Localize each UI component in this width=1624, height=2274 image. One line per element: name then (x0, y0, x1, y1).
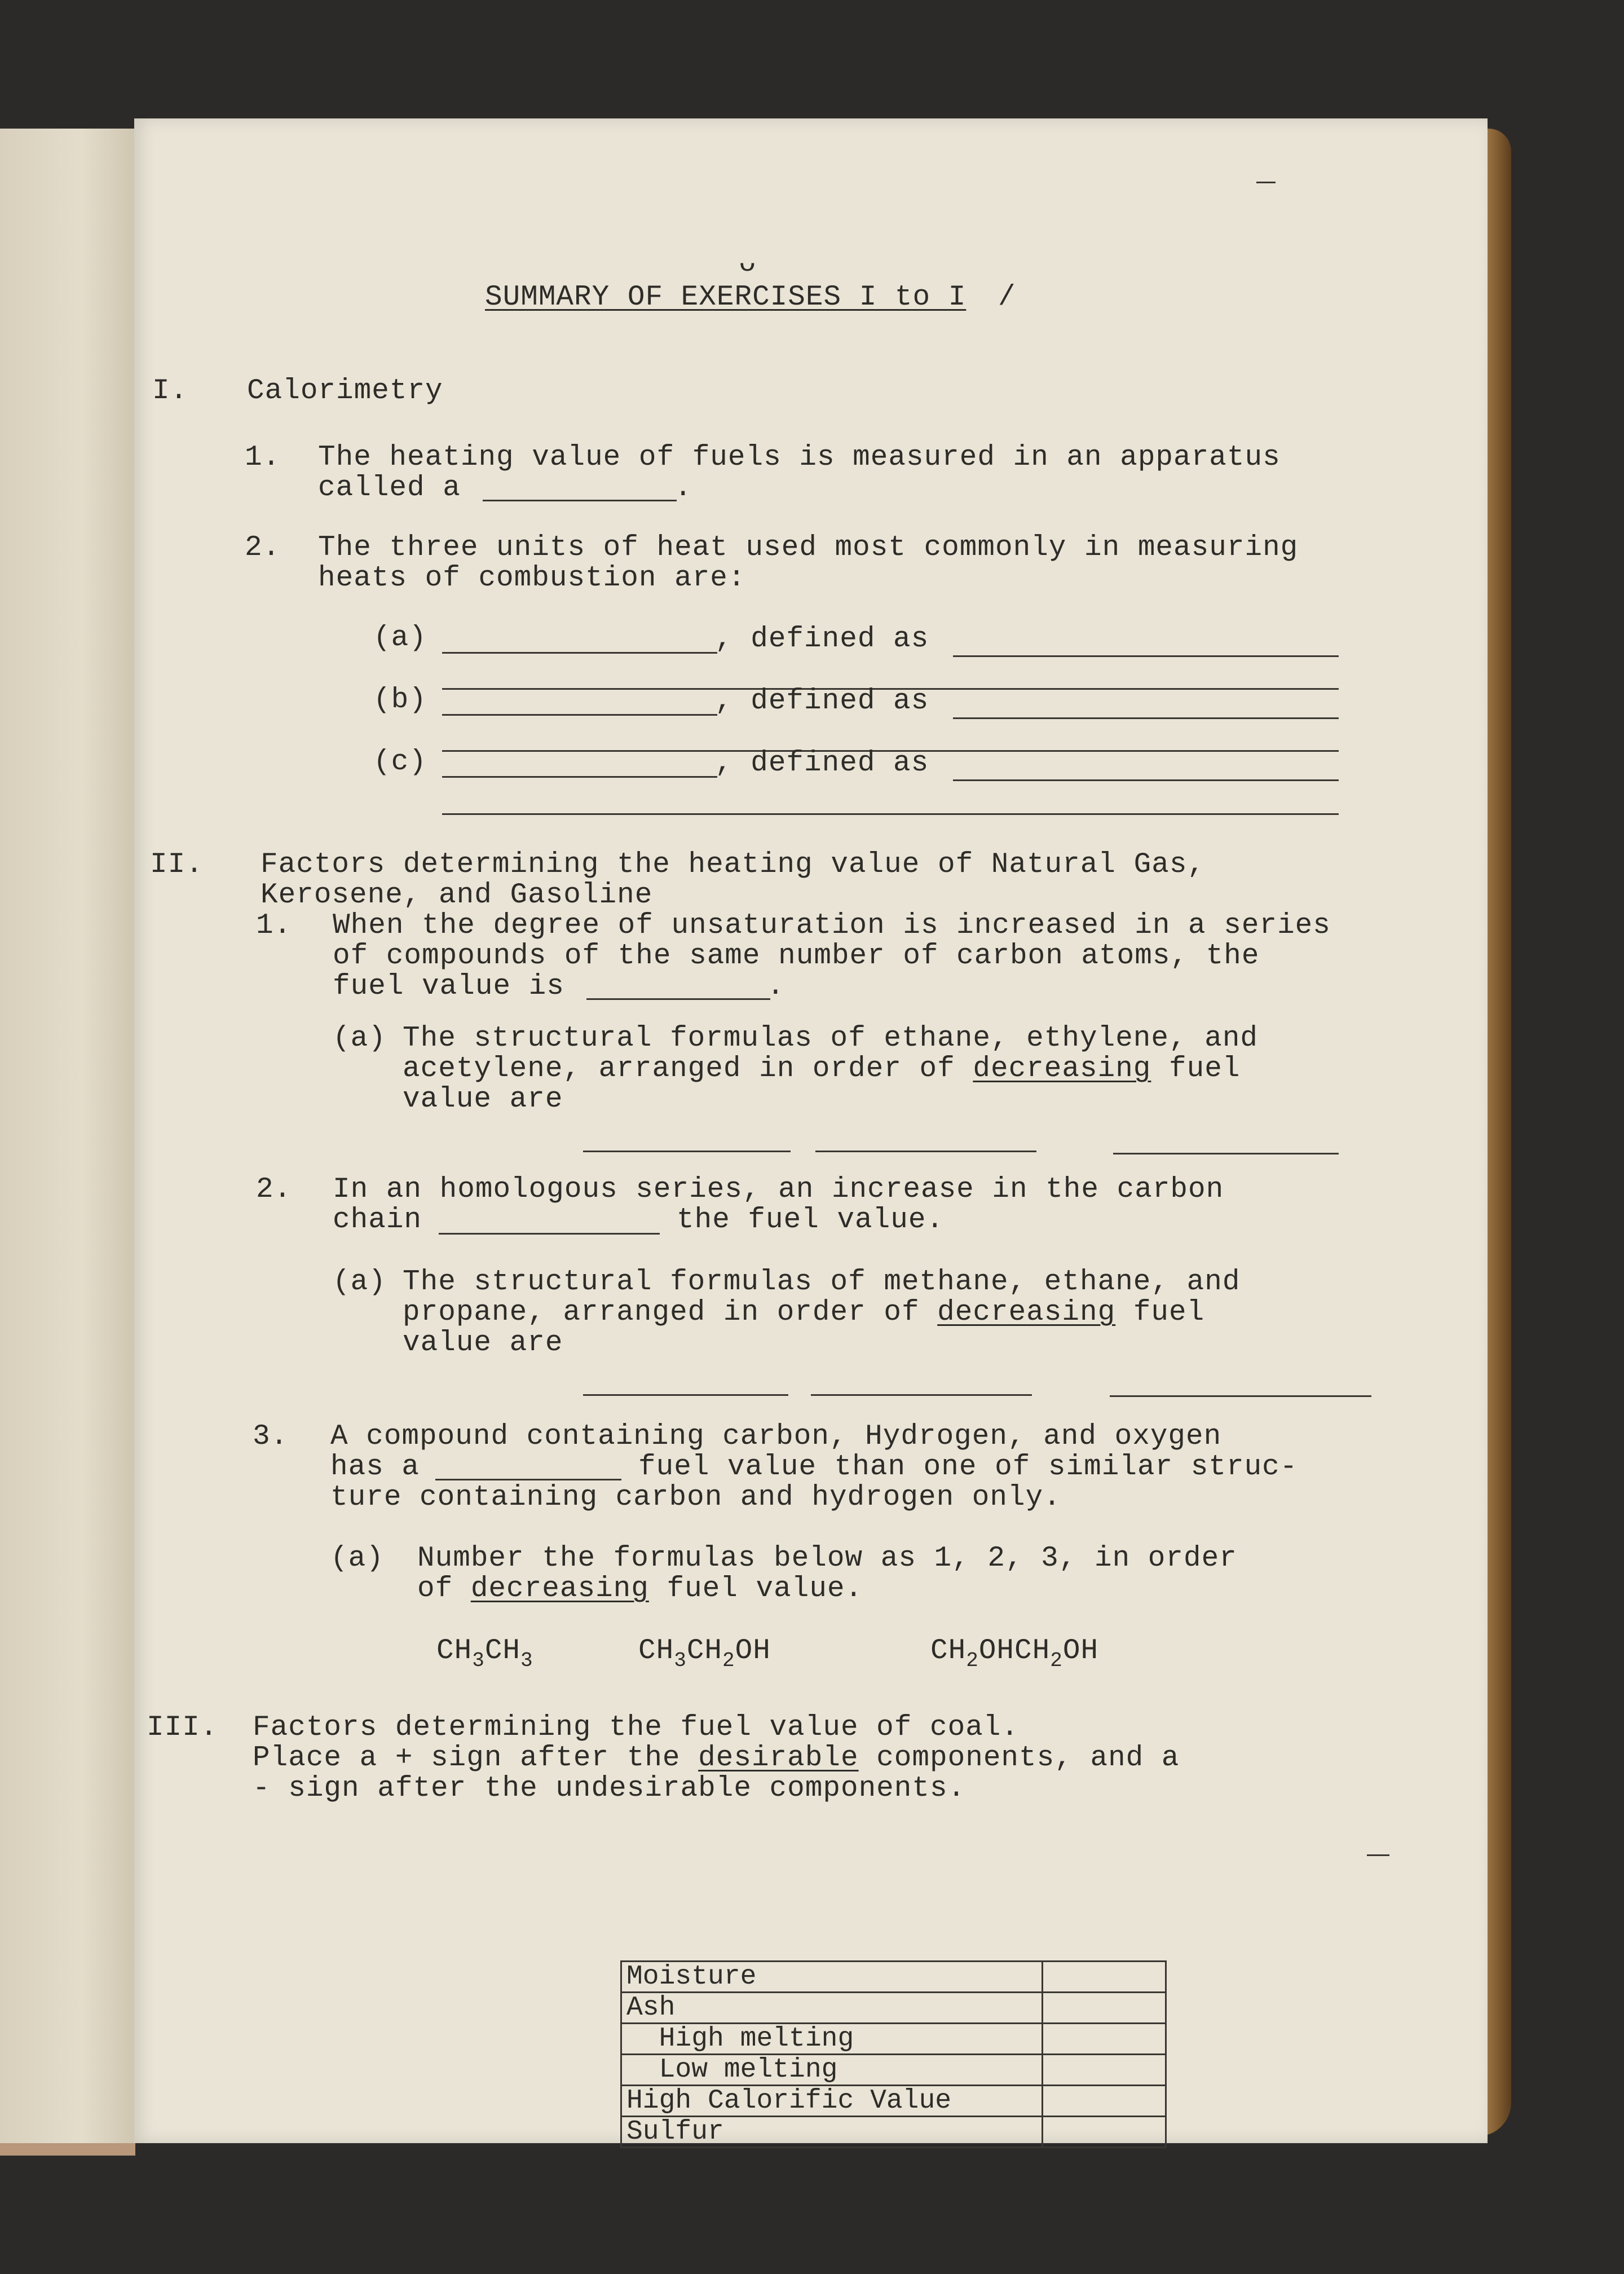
sign-cell[interactable] (1043, 2055, 1166, 2086)
table-row (621, 1962, 1166, 1993)
section-3-line2: Place a + sign after the desirable components, and a (253, 1742, 1180, 1774)
answer-blank[interactable] (442, 652, 717, 654)
section-3-line1: Factors determining the fuel value of coal. (253, 1712, 1020, 1744)
answer-blank[interactable] (1110, 1395, 1371, 1397)
answer-blank[interactable] (435, 1479, 621, 1480)
coal-components-table (620, 1960, 1167, 2148)
table-row (621, 2117, 1166, 2148)
unit-c-label: (c) (373, 746, 427, 778)
component-label: Low melting (621, 2055, 1043, 2086)
answer-blank[interactable] (586, 998, 770, 1000)
component-label: High Calorific Value (621, 2086, 1043, 2117)
q2-2a-line3: value are (403, 1327, 563, 1359)
plus-sign: + (395, 1742, 413, 1774)
q1-2-number: 2. (245, 532, 281, 564)
sign-cell[interactable] (1043, 1962, 1166, 1993)
section-2-heading-line2: Kerosene, and Gasoline (261, 879, 653, 911)
unit-b-defined: , defined as (715, 685, 929, 717)
q1-2-line1: The three units of heat used most commonly in measuring (318, 532, 1299, 564)
answer-blank[interactable] (483, 500, 677, 501)
answer-blank[interactable] (953, 779, 1339, 781)
unit-b-label: (b) (373, 684, 427, 716)
section-3-numeral: III. (147, 1712, 218, 1744)
formula-ethane: $CH_3CH_3$ (436, 1635, 533, 1672)
answer-blank[interactable] (439, 1233, 660, 1235)
q2-1-line2: of compounds of the same number of carbon atoms, the (333, 940, 1260, 972)
section-2-heading-line1: Factors determining the heating value of Natural Gas, (261, 849, 1206, 881)
sign-cell[interactable] (1043, 1993, 1166, 2024)
answer-blank[interactable] (442, 813, 1339, 815)
answer-blank[interactable] (953, 717, 1339, 719)
answer-blank[interactable] (442, 714, 717, 716)
q2-3-number: 3. (253, 1421, 289, 1453)
component-label: Moisture (621, 1962, 1043, 1993)
table-row (621, 1993, 1166, 2024)
sign-cell[interactable] (1043, 2024, 1166, 2055)
component-label: Ash (621, 1993, 1043, 2024)
q2-3a-line2: of decreasing fuel value. (417, 1573, 863, 1605)
sign-cell[interactable] (1043, 2086, 1166, 2117)
q1-2-line2: heats of combustion are: (318, 562, 746, 594)
q2-1-line1: When the degree of unsaturation is increased in a series (333, 910, 1331, 942)
q2-1-number: 1. (256, 910, 292, 942)
q1-1-period: . (674, 472, 692, 504)
q2-2a-label: (a) (333, 1266, 386, 1298)
unit-a-label: (a) (373, 622, 427, 654)
q2-2-line2-pre: chain (333, 1204, 422, 1236)
q1-1-line1: The heating value of fuels is measured in an apparatus (318, 442, 1281, 474)
q1-1-line2: called a (318, 472, 461, 504)
component-label: High melting (621, 2024, 1043, 2055)
q2-2-line2-post: the fuel value. (677, 1204, 945, 1236)
q2-2-number: 2. (256, 1174, 292, 1206)
unit-c-defined: , defined as (715, 747, 929, 779)
section-2-numeral: II. (150, 849, 204, 881)
q2-3-line3: ture containing carbon and hydrogen only. (330, 1482, 1061, 1514)
q2-1-line3: fuel value is (333, 971, 564, 1003)
q2-1a-line2: acetylene, arranged in order of decreasing fuel (403, 1053, 1241, 1085)
section-1-numeral: I. (152, 375, 188, 407)
table-row (621, 2055, 1166, 2086)
answer-blank[interactable] (583, 1151, 791, 1152)
answer-blank[interactable] (811, 1394, 1032, 1396)
q2-2-line1: In an homologous series, an increase in the carbon (333, 1174, 1224, 1206)
stray-mark (1256, 182, 1276, 183)
answer-blank[interactable] (953, 655, 1339, 657)
answer-blank[interactable] (442, 776, 717, 778)
q1-1-number: 1. (245, 442, 281, 474)
q2-1-period: . (767, 971, 785, 1003)
table-row (621, 2024, 1166, 2055)
q2-2a-line1: The structural formulas of methane, ethane, and (403, 1266, 1241, 1298)
section-3-line3: - sign after the undesirable components. (253, 1773, 966, 1805)
stray-mark (1367, 1854, 1389, 1856)
answer-blank[interactable] (815, 1151, 1036, 1152)
formula-ethanol: $CH_3CH_2OH$ (638, 1635, 771, 1672)
q2-3-line2-pre: has a (330, 1451, 420, 1483)
answer-blank[interactable] (1113, 1153, 1339, 1154)
title-mark: ᴗ (739, 248, 757, 280)
title-slash: / (998, 281, 1016, 314)
q2-1a-label: (a) (333, 1023, 386, 1055)
answer-blank[interactable] (583, 1394, 788, 1396)
q2-3-line1: A compound containing carbon, Hydrogen, and oxygen (330, 1421, 1222, 1453)
left-page (0, 129, 135, 2143)
worksheet-page (134, 118, 1488, 2147)
q2-3a-label: (a) (330, 1543, 384, 1575)
q2-3-line2-post: fuel value than one of similar struc- (638, 1451, 1298, 1483)
page-title: SUMMARY OF EXERCISES I to I (485, 281, 967, 314)
q2-2a-line2: propane, arranged in order of decreasing fuel (403, 1297, 1205, 1329)
formula-ethylene-glycol: $CH_2OHCH_2OH$ (930, 1635, 1099, 1672)
left-page-edge (0, 2143, 135, 2156)
sign-cell[interactable] (1043, 2117, 1166, 2148)
table-row (621, 2086, 1166, 2117)
q2-1a-line3: value are (403, 1083, 563, 1116)
section-1-heading: Calorimetry (247, 375, 443, 407)
component-label: Sulfur (621, 2117, 1043, 2148)
unit-a-defined: , defined as (715, 623, 929, 655)
q2-3a-line1: Number the formulas below as 1, 2, 3, in order (417, 1543, 1237, 1575)
q2-1a-line1: The structural formulas of ethane, ethylene, and (403, 1023, 1259, 1055)
